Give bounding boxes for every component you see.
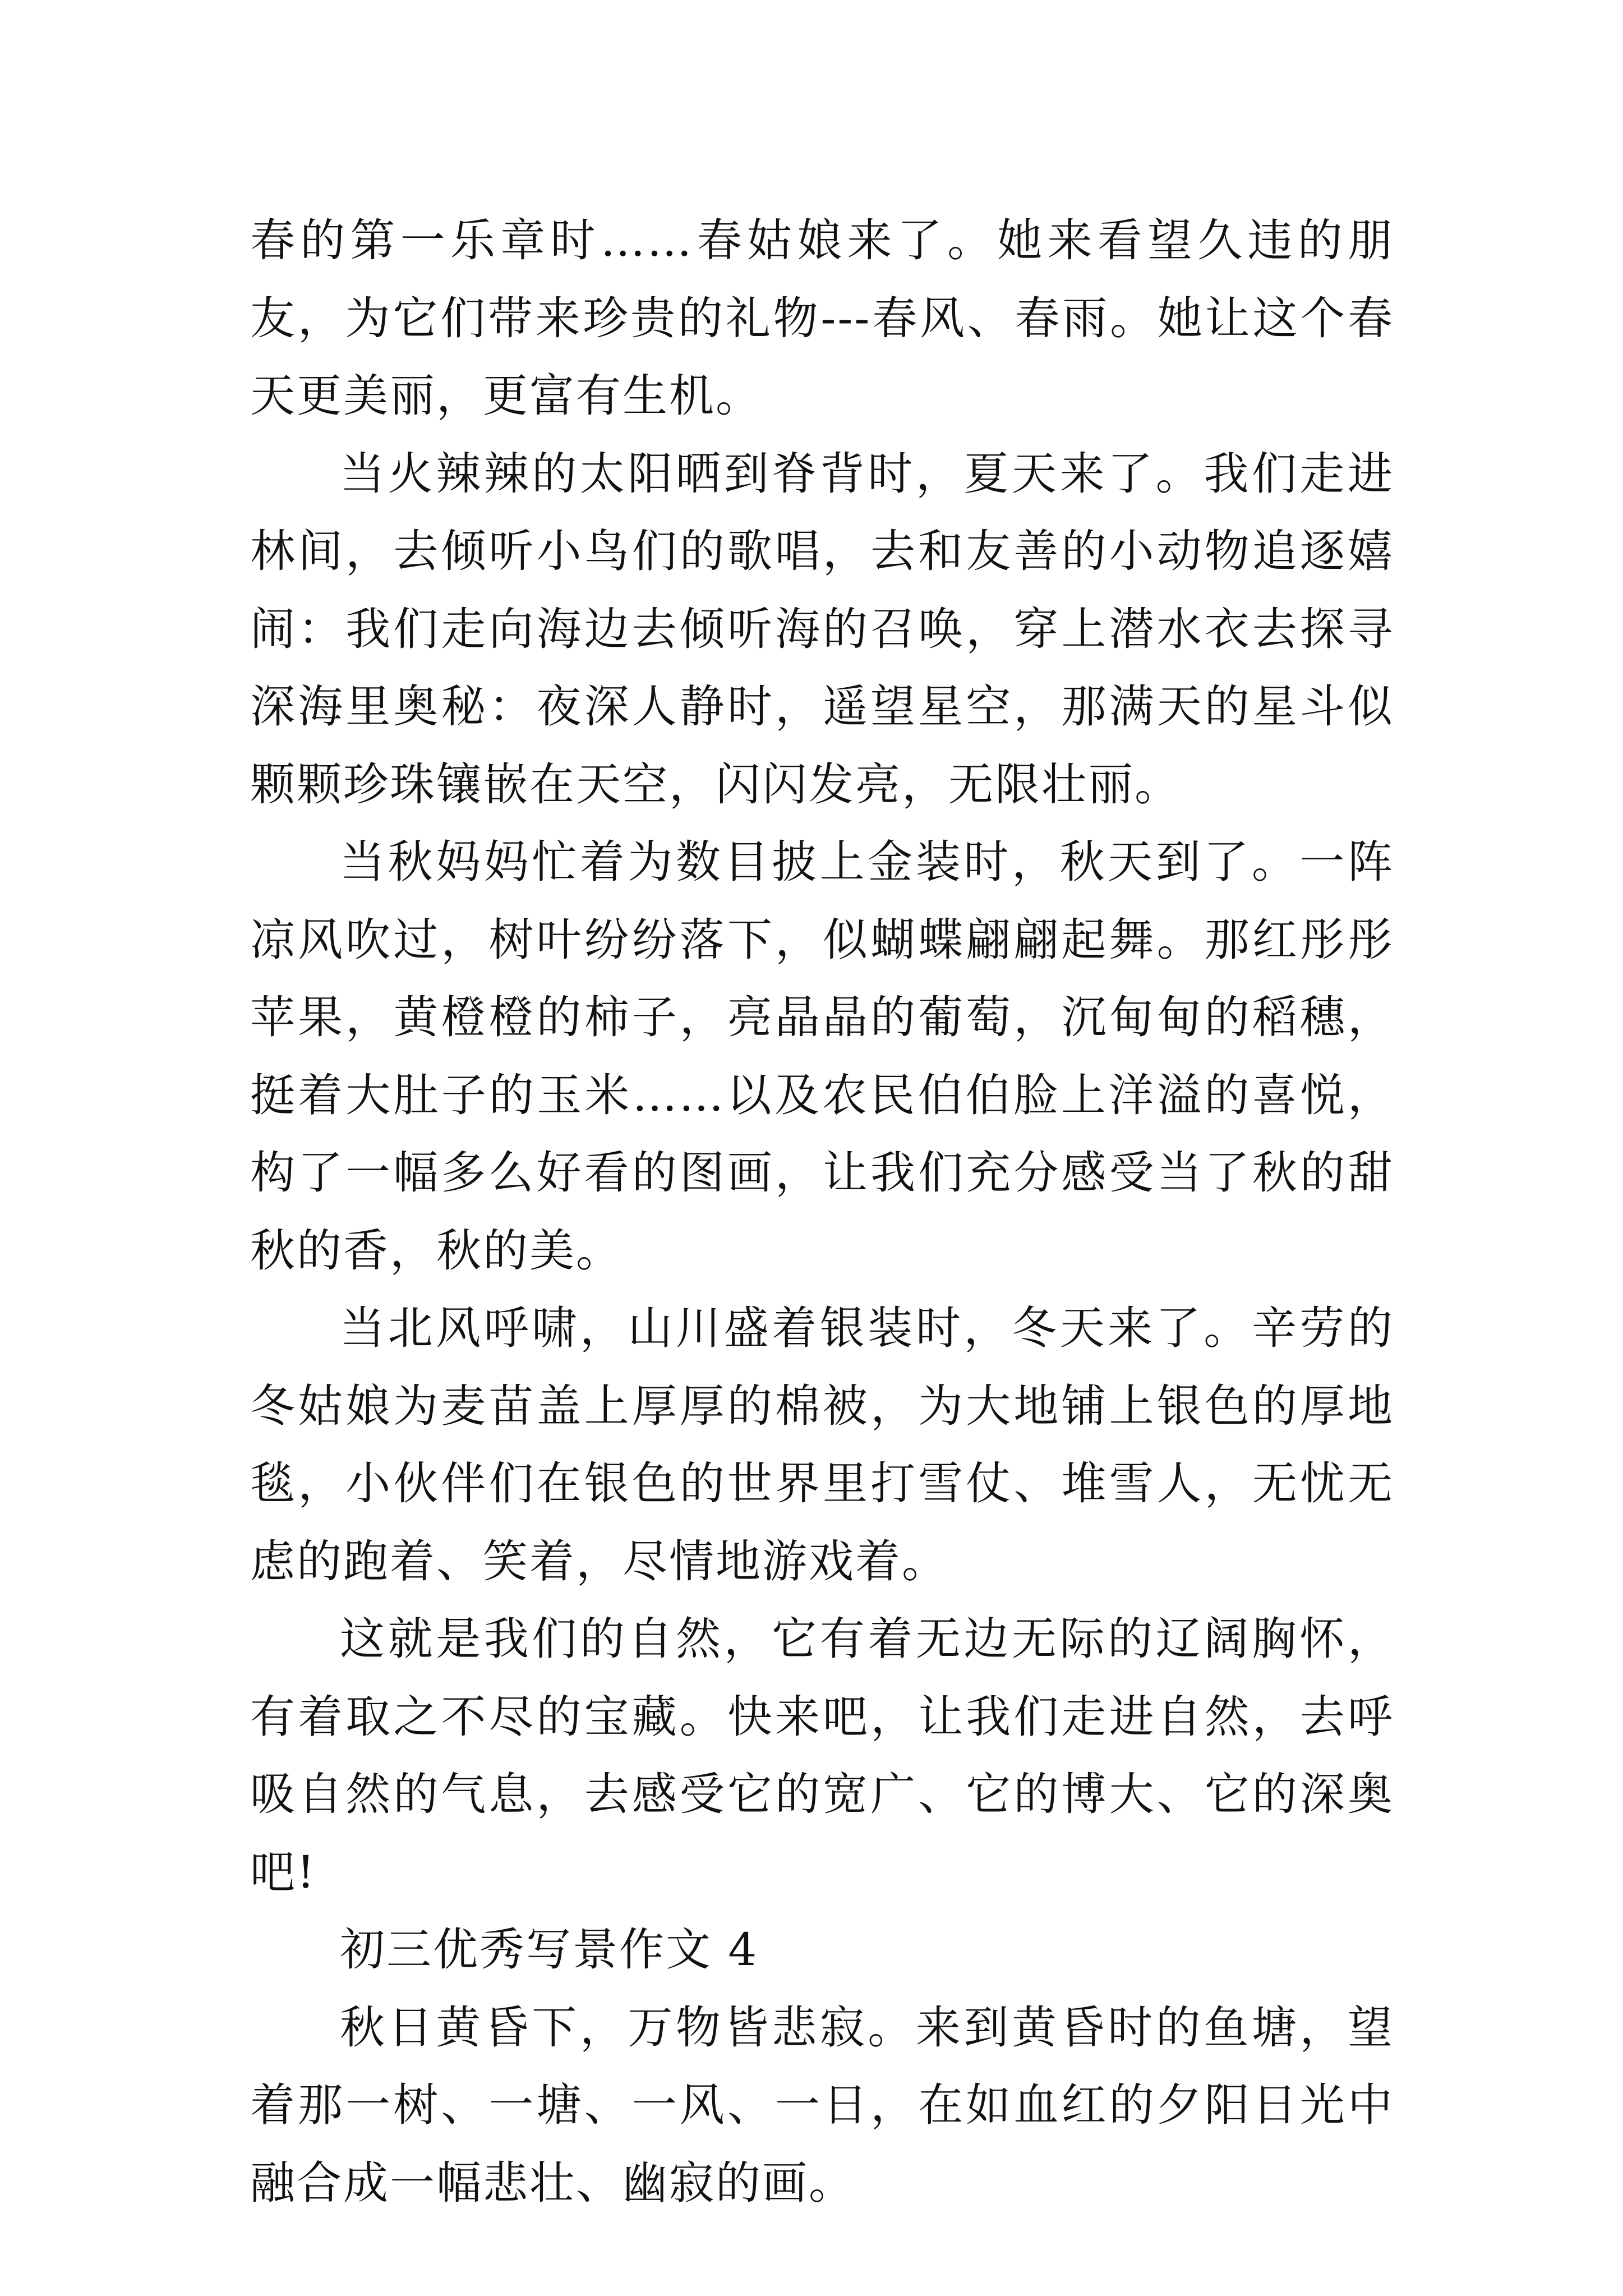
paragraph-autumn: 当秋妈妈忙着为数目披上金装时，秋天到了。一阵凉风吹过，树叶纷纷落下，似蝴蝶翩翩起舞。那红彤彤苹果，黄橙橙的柿子，亮晶晶的葡萄，沉甸甸的稻穗，挺着大肚子的玉米……以及农民伯伯脸上洋溢的喜悦，构了一幅多么好看的图画，让我们充分感受当了秋的甜秋的香，秋的美。 bbox=[250, 836, 1394, 1277]
paragraph-nature: 这就是我们的自然，它有着无边无际的辽阔胸怀，有着取之不尽的宝藏。快来吧，让我们走进自然，去呼吸自然的气息，去感受它的宽广、它的博大、它的深奥吧! bbox=[250, 1613, 1394, 1898]
paragraph-autumn-dusk: 秋日黄昏下，万物皆悲寂。来到黄昏时的鱼塘，望着那一树、一塘、一风、一日，在如血红的夕阳日光中融合成一幅悲壮、幽寂的画。 bbox=[250, 2001, 1394, 2209]
paragraph-spring: 春的第一乐章时……春姑娘来了。她来看望久违的朋友，为它们带来珍贵的礼物---春风、春雨。她让这个春天更美丽，更富有生机。 bbox=[250, 214, 1394, 422]
article-body bbox=[250, 202, 1394, 2222]
paragraph-summer: 当火辣辣的太阳晒到脊背时，夏天来了。我们走进林间，去倾听小鸟们的歌唱，去和友善的小动物追逐嬉闹：我们走向海边去倾听海的召唤，穿上潜水衣去探寻深海里奥秘：夜深人静时，遥望星空，那满天的星斗似颗颗珍珠镶嵌在天空，闪闪发亮，无限壮丽。 bbox=[250, 447, 1394, 811]
paragraph-winter: 当北风呼啸，山川盛着银装时，冬天来了。辛劳的冬姑娘为麦苗盖上厚厚的棉被，为大地铺上银色的厚地毯，小伙伴们在银色的世界里打雪仗、堆雪人，无忧无虑的跑着、笑着，尽情地游戏着。 bbox=[250, 1302, 1394, 1588]
essay-heading: 初三优秀写景作文 4 bbox=[340, 1924, 759, 1976]
